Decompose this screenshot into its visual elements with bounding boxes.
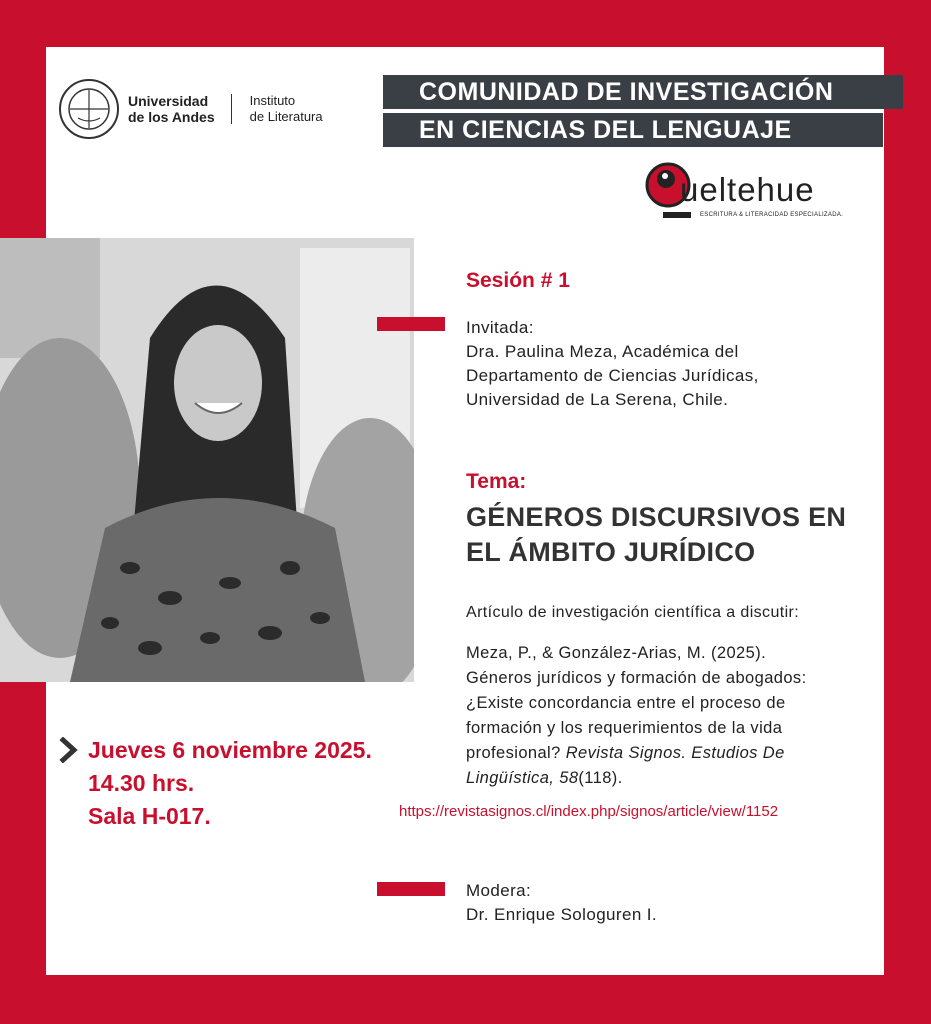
moderator-label: Modera: <box>466 881 532 900</box>
article-link[interactable]: https://revistasignos.cl/index.php/signos/article/view/1152 <box>399 803 779 820</box>
citation-line5-text: profesional? <box>466 744 566 762</box>
event-details <box>88 734 372 833</box>
moderator-accent-bar <box>377 882 445 896</box>
guest-label: Invitada: <box>466 318 534 337</box>
topic-line1: GÉNEROS DISCURSIVOS EN <box>466 502 847 532</box>
speaker-portrait-image <box>0 238 414 682</box>
citation-line1: Meza, P., & González-Arias, M. (2025). <box>466 644 767 662</box>
university-name-line2: de los Andes <box>128 109 215 125</box>
citation-volume: Lingüística, 58 <box>466 769 579 787</box>
guest-line1: Dra. Paulina Meza, Académica del <box>466 342 739 361</box>
logo-divider <box>231 94 232 124</box>
citation-journal: Revista Signos. Estudios De <box>565 744 785 762</box>
moderator-details <box>466 879 657 927</box>
citation-line5 <box>466 741 807 766</box>
banner-line1: COMUNIDAD DE INVESTIGACIÓN <box>383 75 903 109</box>
guest-line2: Departamento de Ciencias Jurídicas, <box>466 366 759 385</box>
event-time: 14.30 hrs. <box>88 770 195 796</box>
banner-line2: EN CIENCIAS DEL LENGUAJE <box>383 113 883 147</box>
institute-line1: Instituto <box>249 93 296 108</box>
topic-line2: EL ÁMBITO JURÍDICO <box>466 537 756 567</box>
guest-accent-bar <box>377 317 445 331</box>
institute-name <box>250 93 323 125</box>
guest-details <box>466 316 759 412</box>
citation-line3: ¿Existe concordancia entre el proceso de <box>466 694 786 712</box>
speaker-photo <box>0 238 414 682</box>
institute-line2: de Literatura <box>249 109 323 124</box>
moderator-name: Dr. Enrique Sologuren I. <box>466 905 658 924</box>
queltehue-tagline: ESCRITURA & LITERACIDAD ESPECIALIZADA. <box>700 212 844 218</box>
citation-line2: Géneros jurídicos y formación de abogados: <box>466 669 807 687</box>
university-seal-icon <box>58 78 120 140</box>
university-name <box>128 93 215 125</box>
event-room: Sala H-017. <box>88 803 211 829</box>
citation-line6 <box>466 766 807 791</box>
university-name-line1: Universidad <box>128 93 209 109</box>
topic-title <box>466 500 846 570</box>
university-logo <box>58 76 323 142</box>
article-citation <box>466 641 807 791</box>
chevron-right-icon <box>58 737 80 763</box>
citation-line4: formación y los requerimientos de la vida <box>466 719 783 737</box>
guest-line3: Universidad de La Serena, Chile. <box>466 390 729 409</box>
citation-issue: (118). <box>578 769 623 787</box>
event-date: Jueves 6 noviembre 2025. <box>88 737 372 763</box>
article-intro: Artículo de investigación científica a discutir: <box>466 604 800 621</box>
topic-label: Tema: <box>466 470 527 493</box>
queltehue-name: ueltehue <box>680 171 815 208</box>
session-title: Sesión # 1 <box>466 269 570 292</box>
